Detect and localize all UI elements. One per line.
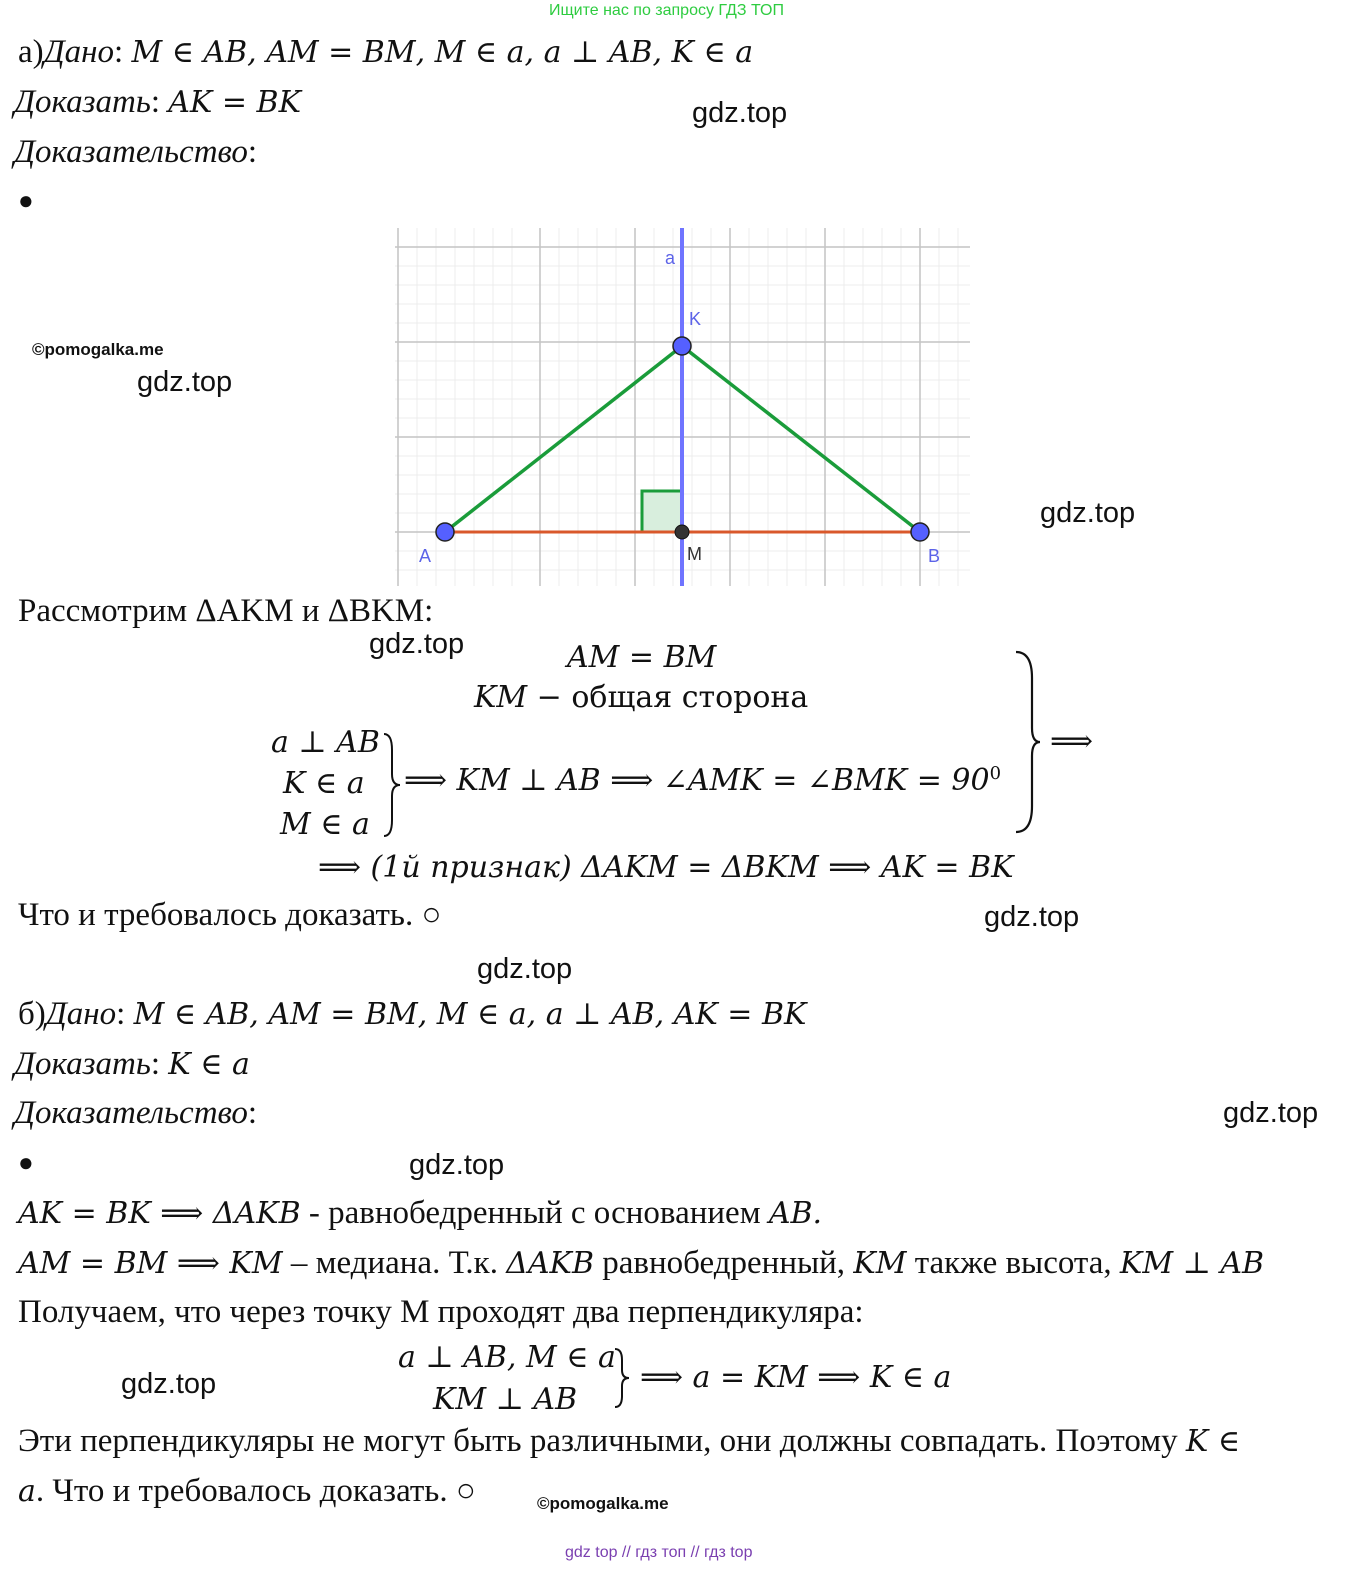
qed-a: Что и требовалось доказать. ○ bbox=[18, 897, 442, 933]
system-b-line-2: KM ⊥ AB bbox=[433, 1382, 578, 1417]
given-a: а)Дано: M ∈ AB, AM = BM, M ∈ a, a ⊥ AB, K ∈ a bbox=[18, 34, 754, 70]
prove-label: Доказать bbox=[14, 84, 151, 120]
watermark-gdz: gdz.top bbox=[121, 1368, 217, 1400]
implies-arrow: ⟹ bbox=[1050, 724, 1094, 759]
proof-b-line-4: Эти перпендикуляры не могут быть различными, они должны совпадать. Поэтому K ∈ bbox=[18, 1423, 1241, 1459]
given-math: M ∈ AB, AM = BM, M ∈ a, a ⊥ AB, K ∈ a bbox=[131, 35, 754, 70]
sub-line-2: K ∈ a bbox=[283, 766, 365, 801]
right-angle-marker bbox=[642, 491, 682, 532]
given-prefix: а) bbox=[18, 34, 44, 70]
sub-line-3: M ∈ a bbox=[280, 807, 370, 842]
label-b: B bbox=[928, 546, 941, 566]
watermark-gdz: gdz.top bbox=[984, 901, 1080, 933]
prove-math: AK = BK bbox=[168, 85, 302, 120]
label-a: A bbox=[419, 546, 432, 566]
segment-bk bbox=[682, 346, 920, 532]
watermark-copyright: ©pomogalka.me bbox=[32, 340, 164, 359]
point-a bbox=[436, 523, 454, 541]
watermark-gdz: gdz.top bbox=[409, 1149, 505, 1181]
watermark-gdz: gdz.top bbox=[137, 366, 233, 398]
proof-b-heading: Доказательство: bbox=[14, 1095, 258, 1131]
given-b: б)Дано: M ∈ AB, AM = BM, M ∈ a, a ⊥ AB, AK = BK bbox=[18, 996, 807, 1032]
watermark-gdz: gdz.top bbox=[369, 628, 465, 660]
watermark-gdz: gdz.top bbox=[692, 97, 788, 129]
prove-a: Доказать: AK = BK bbox=[14, 84, 302, 120]
proof-a-heading: Доказательство: bbox=[14, 134, 258, 170]
watermark-gdz: gdz.top bbox=[477, 953, 573, 985]
right-brace-large bbox=[1012, 648, 1042, 836]
watermark-gdz: gdz.top bbox=[1040, 497, 1136, 529]
prove-b: Доказать: K ∈ a bbox=[14, 1046, 250, 1082]
bullet-a: ● bbox=[18, 186, 34, 215]
footer-links[interactable]: gdz top // гдз топ // гдз top bbox=[565, 1544, 753, 1561]
proof-b-line-5: a. Что и требовалось доказать. ○ bbox=[18, 1473, 476, 1509]
label-a-line: a bbox=[665, 248, 676, 268]
watermark-copyright: ©pomogalka.me bbox=[537, 1494, 669, 1513]
proof-b-line-3: Получаем, что через точку М проходят два перпендикуляра: bbox=[18, 1294, 864, 1330]
system-b-result: ⟹ a = KM ⟹ K ∈ a bbox=[640, 1360, 952, 1395]
bullet-b: ● bbox=[18, 1148, 34, 1177]
given-label: Дано bbox=[43, 34, 115, 70]
sub-result: ⟹ KM ⊥ AB ⟹ ∠AMK = ∠BMK = $90^0$ bbox=[404, 763, 1002, 798]
label-k: K bbox=[689, 309, 702, 329]
system-line-2: KM − общая сторона bbox=[474, 680, 809, 715]
proof-b-line-2: AM = BM ⟹ KM – медиана. Т.к. ΔAKB равнобедренный, KM также высота, KM ⊥ AB bbox=[18, 1245, 1265, 1281]
point-b bbox=[911, 523, 929, 541]
geometry-figure bbox=[395, 228, 970, 586]
proof-b-line-1: AK = BK ⟹ ΔAKB - равнобедренный с основанием AB. bbox=[18, 1195, 823, 1231]
point-k bbox=[673, 337, 691, 355]
conclusion-a: ⟹ (1й признак) ΔAKM = ΔBKM ⟹ AK = BK bbox=[318, 850, 1014, 885]
watermark-gdz: gdz.top bbox=[1223, 1097, 1319, 1129]
sub-line-1: a ⊥ AB bbox=[271, 725, 380, 760]
system-line-1: AM = BM bbox=[567, 640, 717, 675]
right-brace-small bbox=[380, 730, 402, 840]
right-brace-b bbox=[612, 1346, 632, 1410]
system-b-line-1: a ⊥ AB, M ∈ a bbox=[398, 1340, 616, 1375]
point-m bbox=[675, 525, 689, 539]
search-hint-link[interactable]: Ищите нас по запросу ГДЗ ТОП bbox=[549, 2, 784, 19]
consider-line: Рассмотрим ΔAKM и ΔBKM: bbox=[18, 593, 434, 629]
label-m: M bbox=[687, 544, 702, 564]
